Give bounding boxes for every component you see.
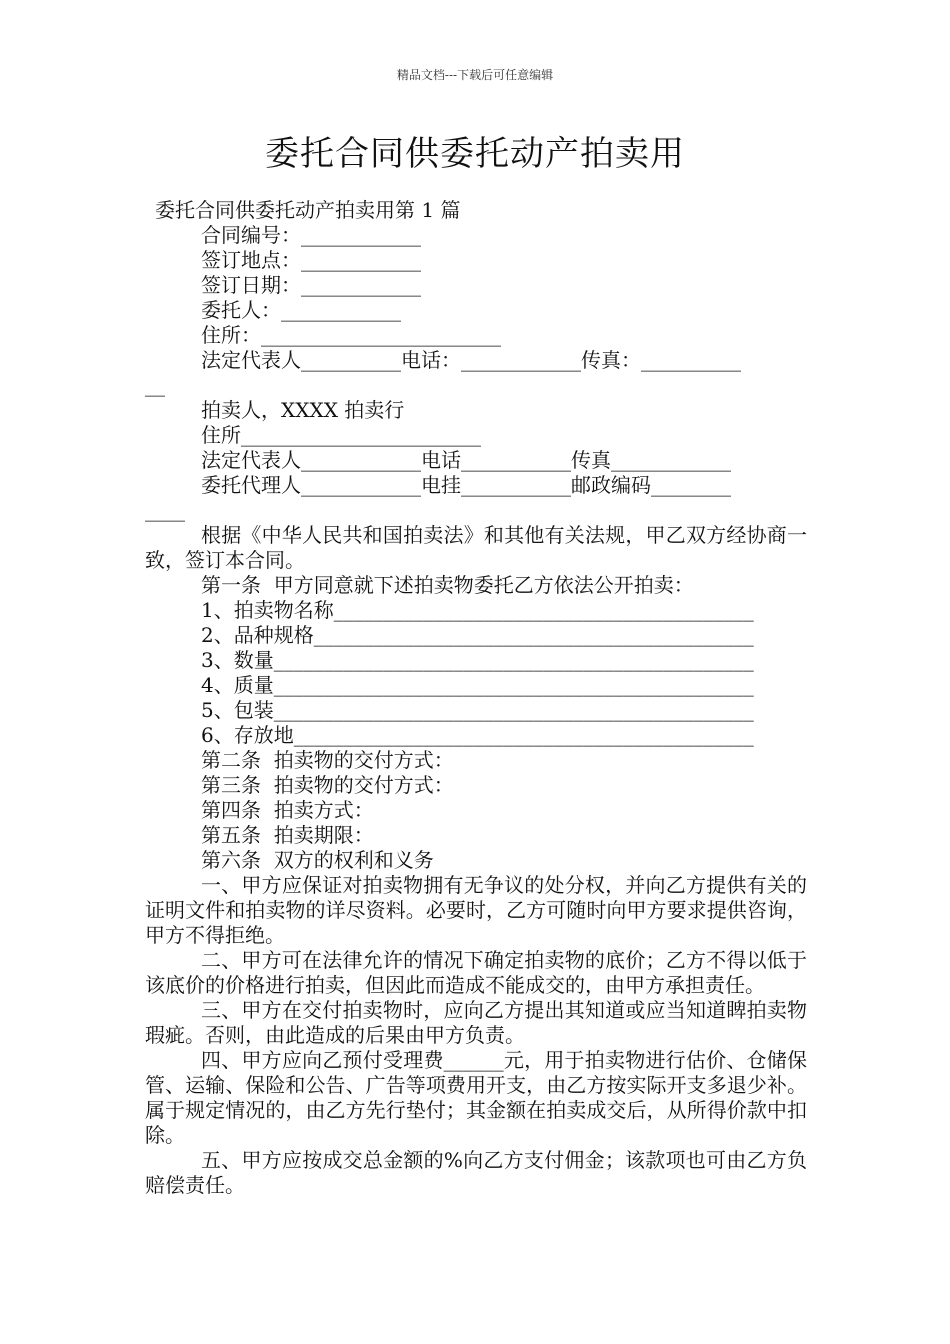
item-packaging-field: 5、包装________________________________________________ [201,698,754,722]
article-2: 第二条 拍卖物的交付方式： [201,748,454,772]
section-heading: 委托合同供委托动产拍卖用第 1 篇 [155,198,461,222]
principal-representative-field: 法定代表人__________电话：____________传真：__________ [201,348,741,372]
auctioneer-representative-field: 法定代表人____________电话___________传真____________ [201,448,731,472]
clause-paragraph: 五、甲方应按成交总金额的%向乙方支付佣金；该款项也可由乙方负赔偿责任。 [145,1148,807,1197]
principal-field: 委托人：____________ [201,298,401,322]
principal-address-field: 住所：________________________ [201,323,501,347]
line-continuation: ____ [145,498,185,522]
article-6: 第六条 双方的权利和义务 [201,848,434,872]
article-4: 第四条 拍卖方式： [201,798,374,822]
clause-paragraph: 三、甲方在交付拍卖物时，应向乙方提出其知道或应当知道睥拍卖物瑕疵。否则，由此造成的后果由甲方负责。 [145,998,807,1047]
article-3: 第三条 拍卖物的交付方式： [201,773,454,797]
agent-field: 委托代理人____________电挂___________邮政编码________ [201,473,731,497]
signing-date-field: 签订日期：____________ [201,273,421,297]
item-quantity-field: 3、数量________________________________________________ [201,648,754,672]
auctioneer-field: 拍卖人，XXXX 拍卖行 [201,398,405,422]
clause-paragraph: 二、甲方可在法律允许的情况下确定拍卖物的底价；乙方不得以低于该底价的价格进行拍卖，但因此而造成不能成交的，由甲方承担责任。 [145,948,807,997]
document-body [145,198,807,1198]
clause-paragraph: 四、甲方应向乙预付受理费______元，用于拍卖物进行估价、仓储保管、运输、保险和公告、广告等项费用开支，由乙方按实际开支多退少补。属于规定情况的，由乙方先行垫付；其金额在拍卖成交后，从所得价款中扣除。 [145,1048,807,1147]
item-spec-field: 2、品种规格____________________________________________ [201,623,754,647]
document-title: 委托合同供委托动产拍卖用 [265,134,685,174]
header-note: 精品文档---下载后可任意编辑 [396,68,554,82]
item-quality-field: 4、质量________________________________________________ [201,673,754,697]
line-continuation: __ [145,373,165,397]
article-5: 第五条 拍卖期限： [201,823,374,847]
item-name-field: 1、拍卖物名称__________________________________________ [201,598,754,622]
item-storage-field: 6、存放地______________________________________________ [201,723,754,747]
intro-paragraph: 根据《中华人民共和国拍卖法》和其他有关法规，甲乙双方经协商一致，签订本合同。 [145,523,807,572]
signing-place-field: 签订地点：____________ [201,248,421,272]
auctioneer-address-field: 住所________________________ [201,423,481,447]
contract-number-field: 合同编号：____________ [201,223,421,247]
clause-paragraph: 一、甲方应保证对拍卖物拥有无争议的处分权，并向乙方提供有关的证明文件和拍卖物的详尽资料。必要时，乙方可随时向甲方要求提供咨询，甲方不得拒绝。 [145,873,807,947]
article-1: 第一条 甲方同意就下述拍卖物委托乙方依法公开拍卖： [201,573,694,597]
